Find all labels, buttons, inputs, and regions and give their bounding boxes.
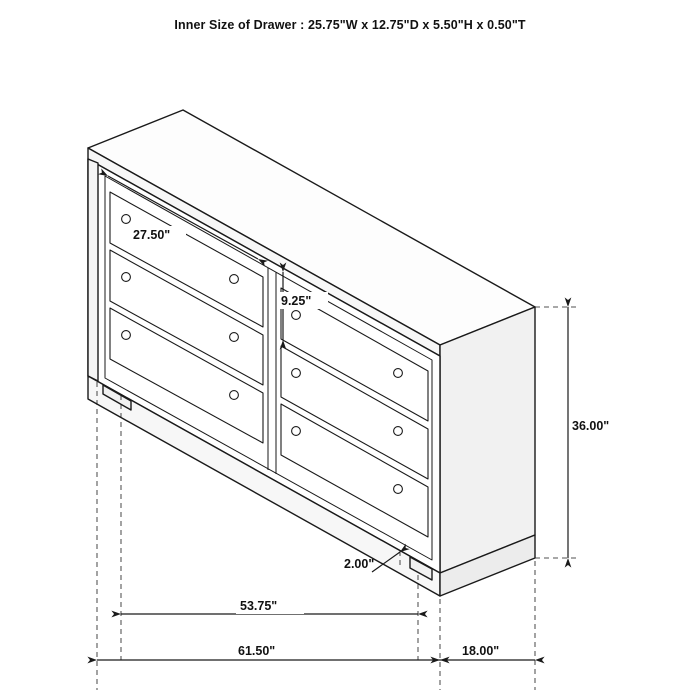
dresser-left-edge: [88, 159, 98, 381]
label-base-height: 2.00": [344, 557, 375, 571]
knob-icon: [394, 427, 403, 436]
page-title: Inner Size of Drawer : 25.75"W x 12.75"D x 5.50"H x 0.50"T: [174, 18, 526, 32]
knob-icon: [122, 273, 131, 282]
label-overall-width: 61.50": [238, 644, 276, 658]
label-depth: 18.00": [462, 644, 500, 658]
knob-icon: [230, 333, 239, 342]
knob-icon: [230, 275, 239, 284]
knob-icon: [122, 331, 131, 340]
knob-icon: [292, 427, 301, 436]
knob-icon: [292, 369, 301, 378]
knob-icon: [292, 311, 301, 320]
label-drawer-height: 9.25": [281, 294, 312, 308]
knob-icon: [394, 485, 403, 494]
label-total-height: 36.00": [572, 419, 610, 433]
knob-icon: [122, 215, 131, 224]
dresser-side-panel: [440, 307, 535, 573]
knob-icon: [230, 391, 239, 400]
knob-icon: [394, 369, 403, 378]
label-drawer-width: 27.50": [133, 228, 171, 242]
label-front-width: 53.75": [240, 599, 278, 613]
dresser-body: [88, 110, 535, 596]
